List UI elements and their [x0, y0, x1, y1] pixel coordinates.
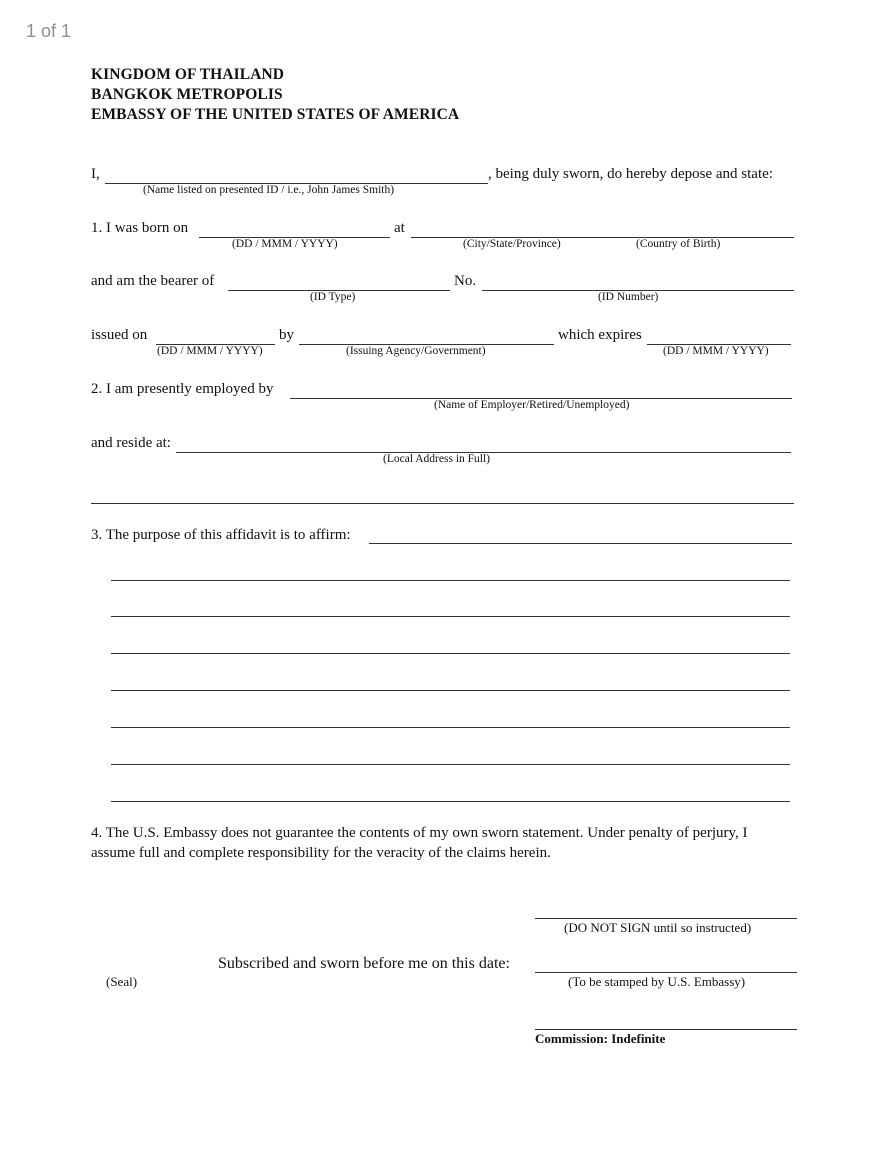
born-label: 1. I was born on — [91, 220, 189, 236]
commission-field-line[interactable] — [535, 1029, 797, 1030]
purpose-line-1[interactable] — [111, 580, 790, 581]
purpose-line-2[interactable] — [111, 616, 790, 617]
intro-prefix: I, — [91, 166, 100, 182]
header-metropolis: BANGKOK METROPOLIS — [91, 86, 283, 103]
address-continued-line[interactable] — [91, 503, 794, 504]
commission-label: Commission: Indefinite — [535, 1031, 666, 1046]
header-embassy: EMBASSY OF THE UNITED STATES OF AMERICA — [91, 106, 460, 123]
employer-caption: (Name of Employer/Retired/Unemployed) — [434, 399, 630, 411]
header-kingdom: KINGDOM OF THAILAND — [91, 66, 285, 83]
id-number-caption: (ID Number) — [598, 291, 659, 303]
employed-label: 2. I am presently employed by — [91, 381, 274, 397]
purpose-line-6[interactable] — [111, 764, 790, 765]
purpose-line-4[interactable] — [111, 690, 790, 691]
expires-label: which expires — [558, 327, 642, 343]
expiry-date-caption: (DD / MMM / YYYY) — [663, 345, 769, 357]
statement-line-2: assume full and complete responsibility for the veracity of the claims herein. — [91, 845, 551, 861]
city-caption: (City/State/Province) — [463, 238, 561, 250]
by-label: by — [279, 327, 294, 343]
address-caption: (Local Address in Full) — [383, 453, 490, 465]
signature-field-line[interactable] — [535, 918, 797, 919]
sworn-date-field-line[interactable] — [535, 972, 797, 973]
statement-line-1: 4. The U.S. Embassy does not guarantee the contents of my own sworn statement. Under penalty of perjury, I — [91, 825, 748, 841]
birth-date-caption: (DD / MMM / YYYY) — [232, 238, 338, 250]
purpose-line-7[interactable] — [111, 801, 790, 802]
reside-label: and reside at: — [91, 435, 171, 451]
page-indicator: 1 of 1 — [26, 21, 72, 41]
sign-caption: (DO NOT SIGN until so instructed) — [564, 920, 752, 935]
issued-date-caption: (DD / MMM / YYYY) — [157, 345, 263, 357]
intro-suffix: , being duly sworn, do hereby depose and state: — [488, 166, 773, 182]
seal-label: (Seal) — [106, 974, 138, 989]
purpose-line-3[interactable] — [111, 653, 790, 654]
issued-label: issued on — [91, 327, 148, 343]
id-type-caption: (ID Type) — [310, 291, 356, 303]
purpose-label: 3. The purpose of this affidavit is to affirm: — [91, 527, 351, 543]
bearer-label: and am the bearer of — [91, 273, 215, 289]
country-caption: (Country of Birth) — [636, 238, 721, 250]
agency-caption: (Issuing Agency/Government) — [346, 345, 486, 357]
no-label: No. — [454, 273, 477, 289]
sworn-label: Subscribed and sworn before me on this date: — [218, 955, 510, 972]
purpose-line-5[interactable] — [111, 727, 790, 728]
stamp-caption: (To be stamped by U.S. Embassy) — [568, 974, 746, 989]
purpose-field-line[interactable] — [369, 543, 792, 544]
at-label: at — [394, 220, 405, 236]
name-caption: (Name listed on presented ID / i.e., John James Smith) — [143, 184, 395, 196]
